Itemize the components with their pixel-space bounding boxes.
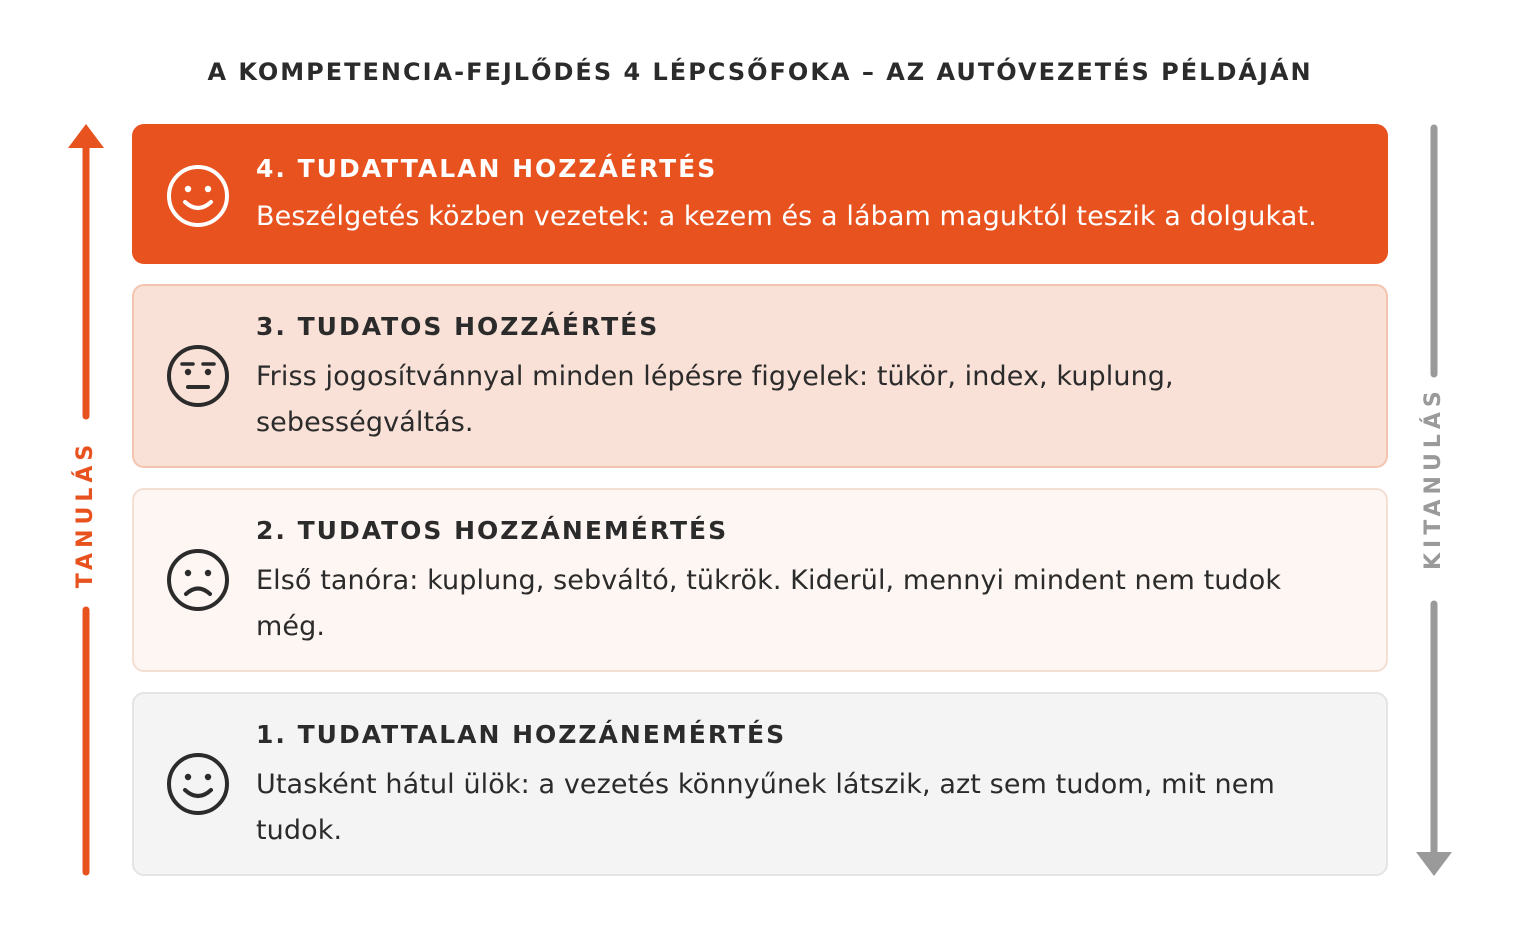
stage-description: Első tanóra: kuplung, sebváltó, tükrök. Kiderül, mennyi mindent nem tudok még. [256,565,1282,642]
stage-card-1 [132,692,1388,876]
smiley-face-icon [164,750,232,818]
sad-face-icon [164,546,232,614]
stage-card-2 [132,488,1388,672]
stage-card-4 [132,124,1388,264]
stage-heading: 1. TUDATTALAN HOZZÁNEMÉRTÉS [256,720,787,749]
diagram-title: A KOMPETENCIA-FEJLŐDÉS 4 LÉPCSŐFOKA – AZ AUTÓVEZETÉS PÉLDÁJÁN [207,58,1313,86]
stage-heading: 2. TUDATOS HOZZÁNEMÉRTÉS [256,516,729,545]
arrow-down-icon [1416,852,1452,876]
stage-description: Utasként hátul ülök: a vezetés könnyűnek látszik, azt sem tudom, mit nem tudok. [256,769,1275,846]
stage-description: Beszélgetés közben vezetek: a kezem és a lábam maguktól teszik a dolgukat. [256,201,1317,232]
stage-heading: 3. TUDATOS HOZZÁÉRTÉS [256,312,660,341]
unlearning-label: KITANULÁS [1421,386,1446,570]
stage-heading: 4. TUDATTALAN HOZZÁÉRTÉS [256,154,718,183]
concentrated-face-icon [164,342,232,410]
stage-card-3 [132,284,1388,468]
learning-label: TANULÁS [73,439,98,589]
smiley-face-icon [164,162,232,230]
stage-description: Friss jogosítvánnyal minden lépésre figyelek: tükör, index, kuplung, sebességváltás. [256,361,1174,438]
